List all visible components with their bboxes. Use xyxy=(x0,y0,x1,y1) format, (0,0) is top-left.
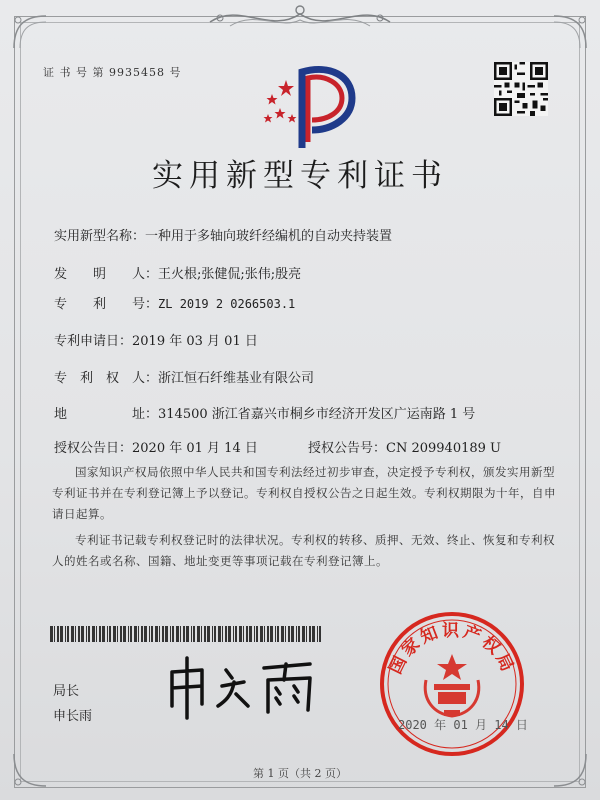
field-label: 发 明 人： xyxy=(54,267,159,282)
patent-office-logo-icon xyxy=(252,58,364,150)
body-paragraph: 专利证书记载专利权登记时的法律状况。专利权的转移、质押、无效、终止、恢复和专利权人的姓名或名称、国籍、地址变更等事项记载在专利登记簿上。 xyxy=(52,533,555,568)
field-value: 王火根;张健侃;张伟;殷亮 xyxy=(158,267,302,282)
field-label: 地 址： xyxy=(54,407,159,422)
field-row-filing-date xyxy=(54,330,258,349)
body-paragraph: 国家知识产权局依照中华人民共和国专利法经过初步审查，决定授予专利权，颁发实用新型专利证书并在专利登记簿上予以登记。专利权自授权公告之日起生效。专利权期限为十年，自申请日起算。 xyxy=(52,465,556,521)
header-ornament-icon xyxy=(200,0,400,36)
field-value: CN 209940189 U xyxy=(386,441,501,456)
barcode-icon xyxy=(50,626,322,642)
field-label: 专 利 权 人： xyxy=(54,371,159,386)
certificate-title: 实用新型专利证书 xyxy=(152,158,448,194)
field-row-grant-number xyxy=(308,437,501,456)
field-value: 314500 浙江省嘉兴市桐乡市经济开发区广运南路 1 号 xyxy=(158,407,476,422)
field-row-patentee xyxy=(54,367,314,386)
page-number: 第 1 页（共 2 页） xyxy=(253,767,347,780)
field-label: 授权公告日： xyxy=(54,441,133,456)
corner-ornament-icon xyxy=(550,12,590,52)
field-label: 专利申请日： xyxy=(54,334,133,349)
field-value: 浙江恒石纤维基业有限公司 xyxy=(158,371,315,386)
field-value: ZL 2019 2 0266503.1 xyxy=(158,297,296,311)
field-value: 2020 年 01 月 14 日 xyxy=(132,441,258,456)
field-label: 专 利 号： xyxy=(54,297,159,312)
field-row-grant-date xyxy=(54,437,258,456)
signature-icon xyxy=(160,650,340,720)
seal-text: 国家知识产权局 xyxy=(385,621,519,678)
field-label: 实用新型名称： xyxy=(54,229,146,244)
field-label: 授权公告号： xyxy=(308,441,387,456)
field-value: 一种用于多轴向玻纤经编机的自动夹持装置 xyxy=(145,229,393,244)
field-row-inventors xyxy=(54,263,301,282)
signatory-name: 申长雨 xyxy=(53,709,93,724)
field-row-name xyxy=(54,225,392,244)
official-seal-icon xyxy=(378,610,526,758)
qr-code-icon xyxy=(494,62,548,116)
field-row-address xyxy=(54,403,475,422)
certificate-number: 证 书 号 第 9935458 号 xyxy=(43,66,182,79)
seal-date: 2020 年 01 月 14 日 xyxy=(398,718,528,732)
field-row-patent-number xyxy=(54,293,295,312)
signatory-title: 局长 xyxy=(53,684,80,699)
corner-ornament-icon xyxy=(10,12,50,52)
field-value: 2019 年 03 月 01 日 xyxy=(132,334,258,349)
